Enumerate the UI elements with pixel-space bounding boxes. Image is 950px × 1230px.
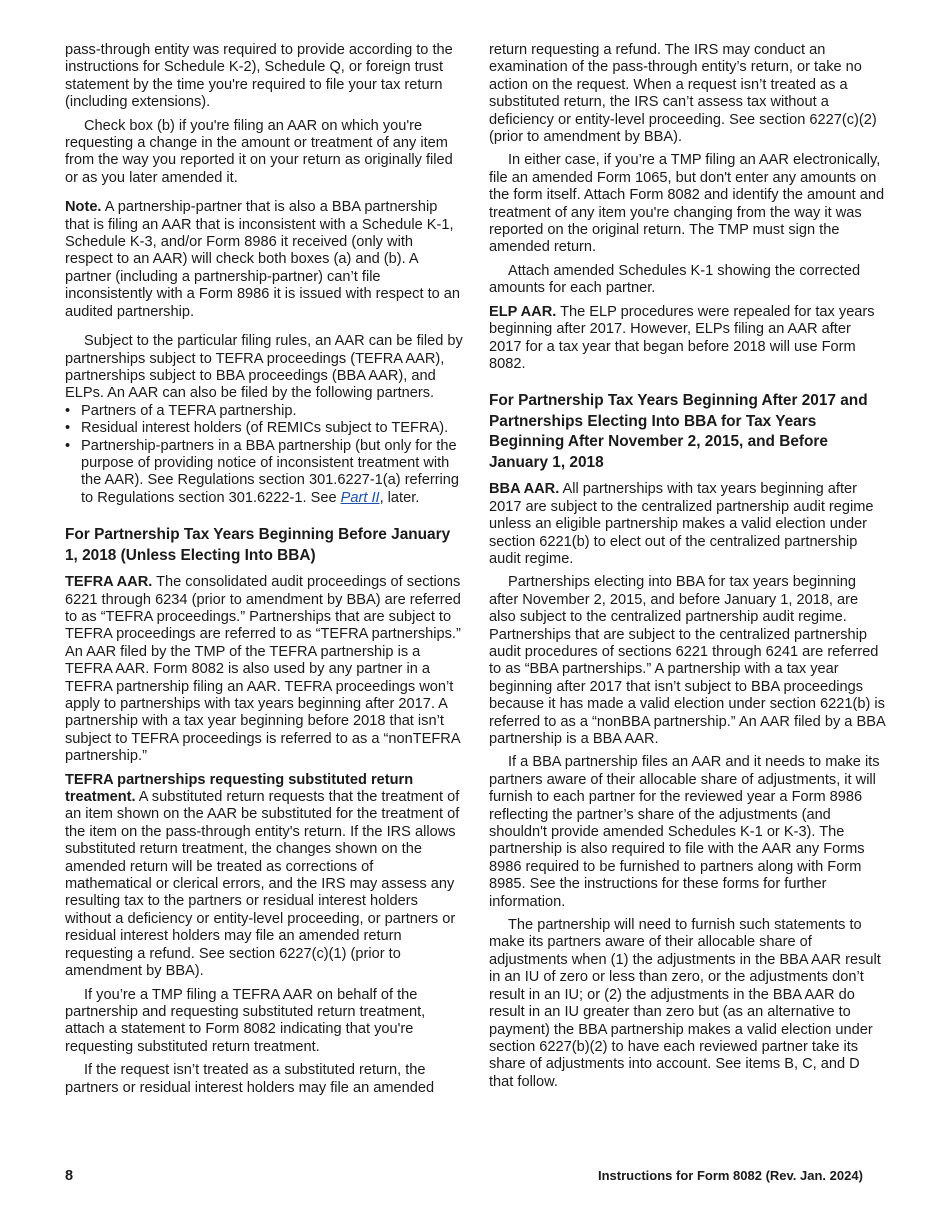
bba-paragraph: BBA AAR. All partnerships with tax years beginning after 2017 are subject to the centralized partnership audit regime unless an eligible partnership makes a valid election under section 6221(b) to elect out of the centralized partnership audit regime. xyxy=(489,481,874,567)
paragraph: The partnership will need to furnish such statements to make its partners aware of their allocable share of adjustments when (1) the adjustments in the BBA AAR result in an IU of zero or less than zero, or the adjustments don’t result in an IU; or (2) the adjustments in the BBA AAR do result in an IU greater than zero but (as an alternative to payment) the BBA partnership makes a valid election under section 6227(b)(2) to have each reviewed partner take its share of adjustments into account. See items B, C, and D that follow. xyxy=(489,917,881,1090)
paragraph: pass-through entity was required to provide according to the instructions for Schedule K-2), Schedule Q, or foreign trust statement by the time you're required to file your tax return (including extensions). xyxy=(65,42,453,111)
list-item: • Residual interest holders (of REMICs subject to TEFRA). xyxy=(65,420,449,437)
paragraph: If the request isn’t treated as a substituted return, the partners or residual interest holders may file an amended xyxy=(65,1062,435,1096)
note-paragraph xyxy=(65,199,463,321)
paragraph: Partnerships electing into BBA for tax years beginning after November 2, 2015, and before January 1, 2018, are also subject to the centralized partnership audit regime. Partnerships that are subject to the centralized partnership audit procedures of sections 6221 through 6241 are referred to as “BBA partnerships.” A partnership with a tax year beginning after 2017 that isn’t subject to BBA proceedings because it has made a valid election under section 6221(b) is referred to as a “nonBBA partnership.” An AAR filed by a BBA partnership is a BBA AAR. xyxy=(489,574,885,747)
note-text: A partnership-partner that is also a BBA partnership that is filing an AAR that is inconsistent with a Schedule K-1, Schedule K-3, and/or Form 8986 it received (only with respect to an AAR) will check both boxes (a) and (b). A partner (including a partnership-partner) can’t file inconsistently with a Form 8986 it is issued with respect to an audited partnership. xyxy=(65,199,461,320)
list-item: • Partners of a TEFRA partnership. xyxy=(65,402,297,419)
elp-paragraph: ELP AAR. The ELP procedures were repealed for tax years beginning after 2017. However, ELPs filing an AAR after 2017 for a tax year that began before 2018 will use Form 8082. xyxy=(489,303,875,372)
list-item: • Partnership-partners in a BBA partnership (but only for the purpose of providing notice of inconsistent treatment with the AAR). See Regulations section 301.6227-1(a) referring to Regulations section 301.6222-1. See Part II, later. xyxy=(65,437,460,506)
page-number: 8 xyxy=(65,1168,74,1184)
paragraph: Subject to the particular filing rules, an AAR can be filed by partnerships subject to TEFRA proceedings (TEFRA AAR), partnerships subject to BBA proceedings (BBA AAR), and ELPs. An AAR can also be filed by the following partners. xyxy=(65,333,463,402)
paragraph: If a BBA partnership files an AAR and it needs to make its partners aware of their allocable share of adjustments, it will furnish to each partner for the reviewed year a Form 8986 reflecting the partner’s share of the adjustments (and shouldn't provide amended Schedules K-1 or K-3). The partnership is also required to file with the AAR any Forms 8986 required to be furnished to partners along with Form 8985. See the instructions for these forms for further information. xyxy=(489,754,880,910)
paragraph: Check box (b) if you're filing an AAR on which you're requesting a change in the amount or treatment of any item from the way you reported it on your return as originally filed or as you later amended it. xyxy=(65,117,453,186)
paragraph: Attach amended Schedules K-1 showing the corrected amounts for each partner. xyxy=(489,262,861,297)
paragraph: return requesting a refund. The IRS may conduct an examination of the pass-through entity’s return, or take no action on the request. When a request isn’t treated as a substituted return, the IRS can’t assess tax without a deficiency or entity-level proceeding. See section 6227(c)(2) (prior to amendment by BBA). xyxy=(489,42,877,146)
section-heading: For Partnership Tax Years Beginning Before January 1, 2018 (Unless Electing Into BBA) xyxy=(65,526,451,564)
form-title-footer: Instructions for Form 8082 (Rev. Jan. 2024) xyxy=(598,1168,863,1183)
bullet-icon: • xyxy=(65,402,71,419)
paragraph: If you’re a TMP filing a TEFRA AAR on behalf of the partnership and requesting substituted return treatment, attach a statement to Form 8082 indicating that you're requesting substituted return treatment. xyxy=(65,986,426,1055)
bullet-icon: • xyxy=(65,437,71,454)
tefra-label: TEFRA AAR. xyxy=(65,574,153,591)
part-ii-link[interactable]: Part II xyxy=(340,489,380,506)
elp-label: ELP AAR. xyxy=(489,303,557,320)
paragraph: In either case, if you’re a TMP filing an AAR electronically, file an amended Form 1065, but don't enter any amounts on the form itself. Attach Form 8082 and identify the amount and treatment of any item you're changing from the way it was reported on the original return. The TMP must sign the amended return. xyxy=(489,152,885,256)
note-label: Note. xyxy=(65,199,102,216)
right-column xyxy=(489,42,887,1097)
substituted-return-paragraph: TEFRA partnerships requesting substituted return treatment. A substituted return requests that the treatment of an item shown on the AAR be substituted for the treatment of the item on the pass-through entity's return. If the IRS allows substituted return treatment, the changes shown on the amended return will be treated as corrections of mathematical or clerical errors, and the IRS may assess any resulting tax to the partners or residual interest holders without a deficiency or entity-level proceeding, or partners or residual interest holders may file an amended return requesting a refund. See section 6227(c)(1) (prior to amendment by BBA). xyxy=(65,771,460,980)
bba-label: BBA AAR. xyxy=(489,481,560,498)
tefra-paragraph: TEFRA AAR. The consolidated audit proceedings of sections 6221 through 6234 (prior to amendment by BBA) are referred to as “TEFRA proceedings.” Partnerships that are subject to TEFRA proceedings are referred to as “TEFRA partnerships.” An AAR filed by the TMP of the TEFRA partnership is a TEFRA AAR. Form 8082 is also used by any partner in a TEFRA partnership filing an AAR. TEFRA proceedings won’t apply to partnerships with tax years beginning after 2017. A partnership with a tax year beginning before 2018 that isn’t subject to TEFRA proceedings is referred to as a “nonTEFRA partnership.” xyxy=(65,574,461,765)
section-heading: For Partnership Tax Years Beginning After 2017 and Partnerships Electing Into BBA for Tax Years Beginning After November 2, 2015, and Before January 1, 2018 xyxy=(489,392,868,471)
left-column xyxy=(65,42,463,1103)
bullet-icon: • xyxy=(65,420,71,437)
substituted-label: TEFRA partnerships requesting substituted return treatment. xyxy=(65,771,414,806)
